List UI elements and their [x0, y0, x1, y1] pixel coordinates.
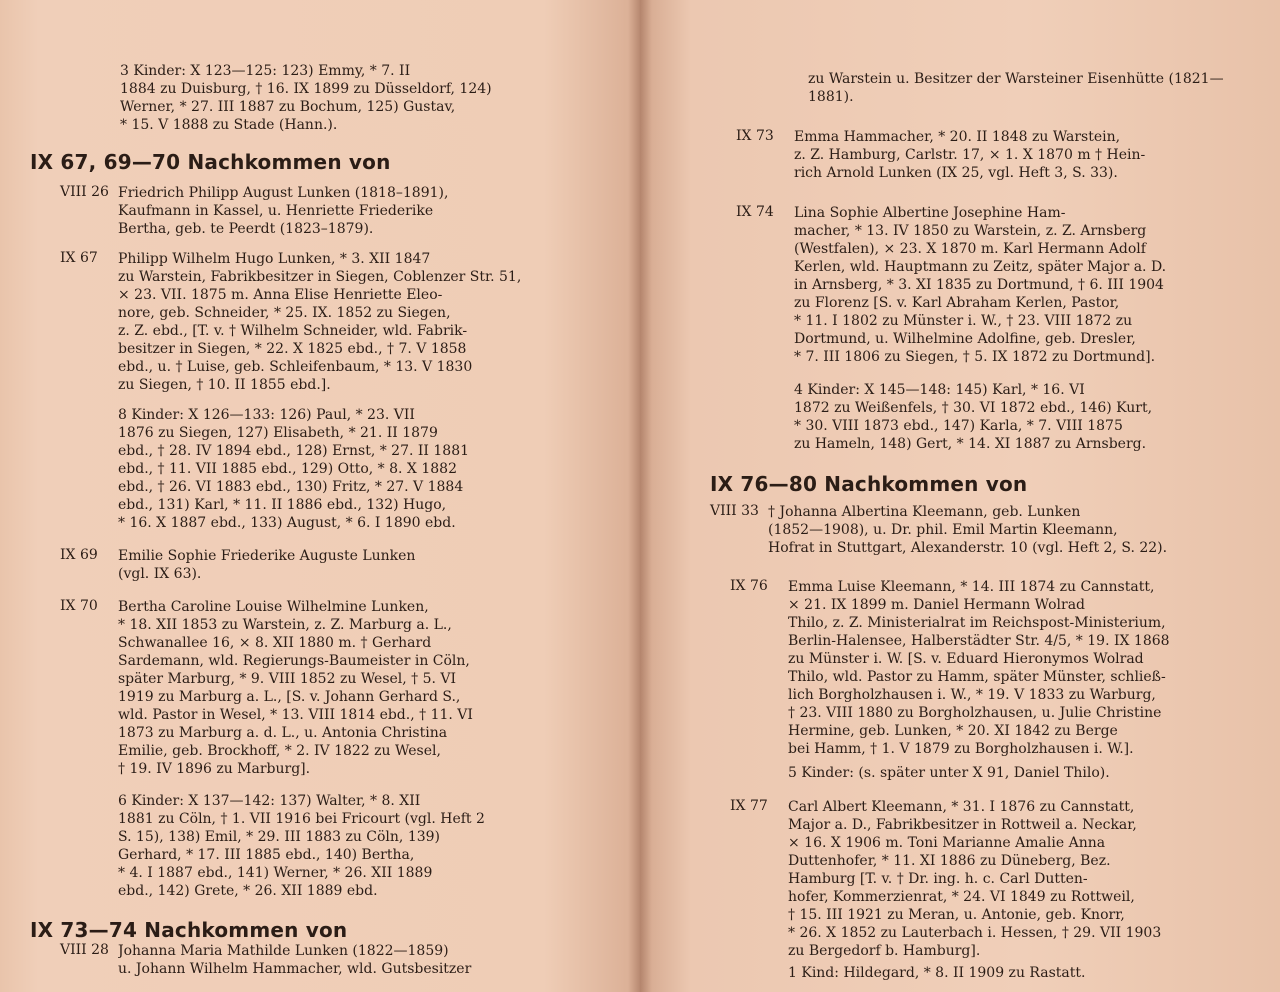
text-line: Kaufmann in Kassel, u. Henriette Friederike	[118, 203, 434, 219]
right-page-content	[710, 0, 1240, 992]
text-line: 1876 zu Siegen, 127) Elisabeth, * 21. II 1879	[118, 425, 438, 441]
text-line: * 7. III 1806 zu Siegen, † 5. IX 1872 zu Dortmund].	[794, 349, 1156, 365]
entry-ix69	[60, 547, 570, 583]
text-line: Johanna Maria Mathilde Lunken (1822—1859)	[118, 943, 449, 959]
entry-text	[118, 942, 570, 978]
text-line: × 16. X 1906 m. Toni Marianne Amalie Anna	[788, 835, 1106, 851]
text-line: z. Z. ebd., [T. v. † Wilhelm Schneider, wld. Fabrik-	[118, 323, 468, 339]
text-line: bei Hamm, † 1. V 1879 zu Borgholzhausen i. W.].	[788, 741, 1134, 757]
text-line: † 23. VIII 1880 zu Borgholzhausen, u. Julie Christine	[788, 705, 1162, 721]
text-line: Hofrat in Stuttgart, Alexanderstr. 10 (vgl. Heft 2, S. 22).	[768, 540, 1168, 556]
text-line: 1873 zu Marburg a. d. L., u. Antonia Christina	[118, 725, 448, 741]
entry-ix77	[730, 798, 1240, 960]
text-line: Bertha, geb. te Peerdt (1823–1879).	[118, 221, 374, 237]
entry-id: IX 77	[730, 798, 768, 814]
entry-text	[794, 128, 1240, 182]
entry-text	[768, 503, 1240, 557]
text-line: Thilo, wld. Pastor zu Hamm, später Münster, schließ-	[788, 669, 1166, 685]
text-line: † 15. III 1921 zu Meran, u. Antonie, geb. Knorr,	[788, 907, 1125, 923]
text-line: (vgl. IX 63).	[118, 566, 202, 582]
text-line: * 26. X 1852 zu Lauterbach i. Hessen, † 29. VII 1903	[788, 925, 1162, 941]
text-line: Kerlen, wld. Hauptmann zu Zeitz, später Major a. D.	[794, 259, 1167, 275]
text-line: zu Münster i. W. [S. v. Eduard Hieronymos Wolrad	[788, 651, 1144, 667]
text-line: 1884 zu Duisburg, † 16. IX 1899 zu Düsseldorf, 124)	[120, 81, 492, 97]
text-line: * 15. V 1888 zu Stade (Hann.).	[120, 117, 338, 133]
text-line: Hermine, geb. Lunken, * 20. XI 1842 zu Berge	[788, 723, 1118, 739]
text-line: Emilie, geb. Brockhoff, * 2. IV 1822 zu Wesel,	[118, 743, 441, 759]
text-line: Carl Albert Kleemann, * 31. I 1876 zu Cannstatt,	[788, 799, 1135, 815]
text-line: zu Florenz [S. v. Karl Abraham Kerlen, Pastor,	[794, 295, 1120, 311]
text-line: ebd., u. † Luise, geb. Schleifenbaum, * 13. V 1830	[118, 359, 473, 375]
section-heading-ix76: IX 76—80 Nachkommen von	[710, 472, 1028, 496]
kinder-list-ix77	[788, 964, 1240, 982]
text-line: * 16. X 1887 ebd., 133) August, * 6. I 1890 ebd.	[118, 515, 456, 531]
text-line: † Johanna Albertina Kleemann, geb. Lunken	[768, 504, 1081, 520]
text-line: Duttenhofer, * 11. XI 1886 zu Düneberg, Bez.	[788, 853, 1111, 869]
text-line: z. Z. Hamburg, Carlstr. 17, × 1. X 1870 m † Hein-	[794, 147, 1146, 163]
text-line: Major a. D., Fabrikbesitzer in Rottweil a. Neckar,	[788, 817, 1137, 833]
text-line: 1872 zu Weißenfels, † 30. VI 1872 ebd., 146) Kurt,	[794, 400, 1153, 416]
entry-id: VIII 33	[710, 503, 759, 519]
text-line: 4 Kinder: X 145—148: 145) Karl, * 16. VI	[794, 382, 1085, 398]
kinder-list-ix63	[120, 62, 570, 134]
text-line: Emilie Sophie Friederike Auguste Lunken	[118, 548, 416, 564]
entry-viii28	[60, 942, 570, 978]
entry-text	[118, 250, 570, 394]
entry-ix76	[730, 578, 1240, 758]
text-line: S. 15), 138) Emil, * 29. III 1883 zu Cöln, 139)	[118, 829, 440, 845]
text-line: wld. Pastor in Wesel, * 13. VIII 1814 ebd., † 11. VI	[118, 707, 473, 723]
text-line: * 18. XII 1853 zu Warstein, z. Z. Marburg a. L.,	[118, 617, 452, 633]
entry-id: IX 69	[60, 547, 98, 563]
text-line: × 23. VII. 1875 m. Anna Elise Henriette Eleo-	[118, 287, 443, 303]
text-line: * 4. I 1887 ebd., 141) Werner, * 26. XII 1889	[118, 865, 433, 881]
text-line: Gerhard, * 17. III 1885 ebd., 140) Bertha,	[118, 847, 415, 863]
kinder-list-ix70	[118, 792, 570, 900]
entry-text	[794, 204, 1240, 366]
entry-id: IX 73	[736, 128, 774, 144]
text-line: 5 Kinder: (s. später unter X 91, Daniel Thilo).	[788, 765, 1110, 781]
text-line: rich Arnold Lunken (IX 25, vgl. Heft 3, S. 33).	[794, 165, 1118, 181]
book-gutter	[628, 0, 652, 992]
text-line: 1881 zu Cöln, † 1. VII 1916 bei Fricourt (vgl. Heft 2	[118, 811, 485, 827]
text-line: Schwanallee 16, × 8. XII 1880 m. † Gerhard	[118, 635, 432, 651]
text-line: später Marburg, * 9. VIII 1852 zu Wesel, † 5. VI	[118, 671, 457, 687]
kinder-list-ix67	[118, 406, 570, 532]
entry-text	[788, 578, 1240, 758]
text-line: 6 Kinder: X 137—142: 137) Walter, * 8. XII	[118, 793, 421, 809]
text-line: (Westfalen), × 23. X 1870 m. Karl Hermann Adolf	[794, 241, 1146, 257]
text-line: ebd., † 11. VII 1885 ebd., 129) Otto, * 8. X 1882	[118, 461, 457, 477]
right-page	[640, 0, 1280, 992]
text-line: * 30. VIII 1873 ebd., 147) Karla, * 7. VIII 1875	[794, 418, 1123, 434]
entry-ix67	[60, 250, 570, 394]
kinder-list-ix74	[794, 381, 1240, 453]
entry-id: IX 70	[60, 598, 98, 614]
entry-ix74	[736, 204, 1240, 366]
entry-text	[788, 798, 1240, 960]
text-line: lich Borgholzhausen i. W., * 19. V 1833 zu Warburg,	[788, 687, 1156, 703]
text-line: 1 Kind: Hildegard, * 8. II 1909 zu Rastatt.	[788, 965, 1086, 981]
text-line: * 11. I 1802 zu Münster i. W., † 23. VIII 1872 zu	[794, 313, 1133, 329]
text-line: Emma Luise Kleemann, * 14. III 1874 zu Cannstatt,	[788, 579, 1155, 595]
text-line: Bertha Caroline Louise Wilhelmine Lunken,	[118, 599, 429, 615]
text-line: ebd., † 26. VI 1883 ebd., 130) Fritz, * 27. V 1884	[118, 479, 464, 495]
text-line: Philipp Wilhelm Hugo Lunken, * 3. XII 1847	[118, 251, 431, 267]
entry-id: IX 74	[736, 204, 774, 220]
text-line: ebd., † 28. IV 1894 ebd., 128) Ernst, * 27. II 1881	[118, 443, 470, 459]
entry-ix73	[736, 128, 1240, 182]
text-line: 8 Kinder: X 126—133: 126) Paul, * 23. VII	[118, 407, 415, 423]
text-line: u. Johann Wilhelm Hammacher, wld. Gutsbesitzer	[118, 961, 472, 977]
text-line: (1852—1908), u. Dr. phil. Emil Martin Kleemann,	[768, 522, 1118, 538]
text-line: macher, * 13. IV 1850 zu Warstein, z. Z. Arnsberg	[794, 223, 1147, 239]
text-line: 3 Kinder: X 123—125: 123) Emmy, * 7. II	[120, 63, 411, 79]
text-line: × 21. IX 1899 m. Daniel Hermann Wolrad	[788, 597, 1086, 613]
entry-id: IX 67	[60, 250, 98, 266]
kinder-list-ix76	[788, 764, 1240, 782]
entry-id: VIII 28	[60, 942, 109, 958]
text-line: Dortmund, u. Wilhelmine Adolfine, geb. Dresler,	[794, 331, 1136, 347]
text-line: Sardemann, wld. Regierungs-Baumeister in Cöln,	[118, 653, 470, 669]
text-line: ebd., 142) Grete, * 26. XII 1889 ebd.	[118, 883, 378, 899]
text-line: Hamburg [T. v. † Dr. ing. h. c. Carl Dutten-	[788, 871, 1088, 887]
text-line: Friedrich Philipp August Lunken (1818–1891),	[118, 185, 449, 201]
text-line: in Arnsberg, * 3. XI 1835 zu Dortmund, † 6. III 1904	[794, 277, 1164, 293]
text-line: zu Bergedorf b. Hamburg].	[788, 943, 981, 959]
entry-id: VIII 26	[60, 184, 109, 200]
section-heading-ix67: IX 67, 69—70 Nachkommen von	[30, 150, 391, 174]
text-line: Berlin-Halensee, Halberstädter Str. 4/5, * 19. IX 1868	[788, 633, 1170, 649]
entry-viii33	[710, 503, 1240, 557]
entry-text	[118, 184, 570, 238]
entry-ix70	[60, 598, 570, 778]
text-line: † 19. IV 1896 zu Marburg].	[118, 761, 311, 777]
section-heading-ix73: IX 73—74 Nachkommen von	[30, 918, 348, 942]
text-line: Thilo, z. Z. Ministerialrat im Reichspost-Ministerium,	[788, 615, 1166, 631]
text-line: Werner, * 27. III 1887 zu Bochum, 125) Gustav,	[120, 99, 456, 115]
text-line: hofer, Kommerzienrat, * 24. VI 1849 zu Rottweil,	[788, 889, 1135, 905]
text-line: zu Hameln, 148) Gert, * 14. XI 1887 zu Arnsberg.	[794, 436, 1147, 452]
text-line: zu Siegen, † 10. II 1855 ebd.].	[118, 377, 331, 393]
continuation-viii28	[808, 70, 1240, 106]
text-line: zu Warstein u. Besitzer der Warsteiner Eisenhütte (1821—	[808, 71, 1224, 87]
entry-id: IX 76	[730, 578, 768, 594]
text-line: ebd., 131) Karl, * 11. II 1886 ebd., 132) Hugo,	[118, 497, 447, 513]
text-line: besitzer in Siegen, * 22. X 1825 ebd., † 7. V 1858	[118, 341, 467, 357]
left-page-content	[30, 0, 550, 992]
text-line: Lina Sophie Albertine Josephine Ham-	[794, 205, 1066, 221]
text-line: Emma Hammacher, * 20. II 1848 zu Warstein,	[794, 129, 1121, 145]
text-line: 1881).	[808, 89, 854, 105]
entry-text	[118, 547, 570, 583]
text-line: nore, geb. Schneider, * 25. IX. 1852 zu Siegen,	[118, 305, 451, 321]
text-line: zu Warstein, Fabrikbesitzer in Siegen, Coblenzer Str. 51,	[118, 269, 522, 285]
entry-text	[118, 598, 570, 778]
entry-viii26	[60, 184, 570, 238]
text-line: 1919 zu Marburg a. L., [S. v. Johann Gerhard S.,	[118, 689, 461, 705]
